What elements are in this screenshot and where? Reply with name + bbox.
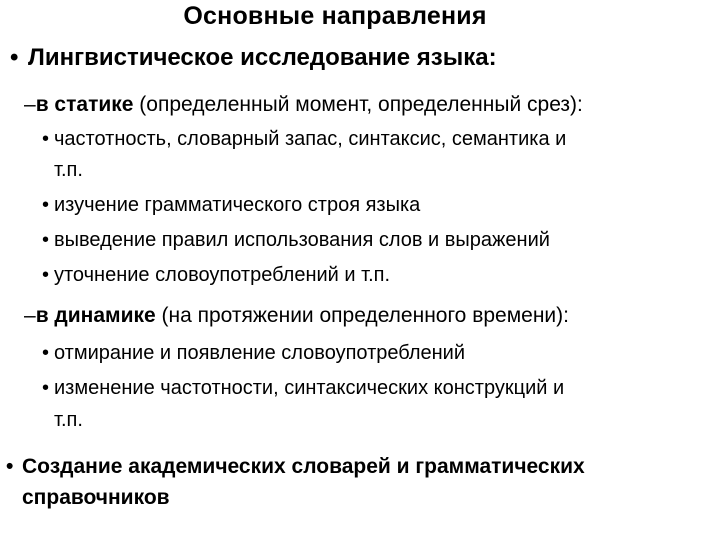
bullet-icon: • [42, 264, 50, 286]
bullet-icon: • [6, 455, 14, 478]
list-item-text: частотность, словарный запас, синтаксис, семантика и [54, 128, 567, 150]
subsection-note: (определенный момент, определенный срез): [133, 93, 583, 116]
section-heading-dictionaries [6, 455, 585, 479]
list-item-text: уточнение словоупотреблений и т.п. [54, 264, 391, 286]
list-item [42, 128, 566, 151]
subsection-lead: в динамике [35, 304, 156, 327]
list-item-text: т.п. [54, 409, 83, 431]
subsection-lead: в статике [35, 93, 134, 116]
section-heading-continuation [22, 486, 170, 510]
subsection-dynamics [24, 304, 569, 328]
bullet-icon: • [10, 44, 19, 71]
list-item-text: изучение грамматического строя языка [54, 194, 421, 216]
subsection-statics [24, 93, 583, 117]
heading-text: справочников [22, 486, 170, 509]
list-item [42, 377, 564, 400]
list-item [42, 342, 465, 365]
list-item-text: т.п. [54, 159, 83, 181]
bullet-icon: • [42, 377, 50, 399]
bullet-icon: • [42, 229, 50, 251]
list-item-continuation [54, 159, 83, 182]
slide-title: Основные направления [183, 2, 487, 30]
list-item-continuation [54, 409, 83, 432]
list-item-text: отмирание и появление словоупотреблений [54, 342, 466, 364]
bullet-icon: • [42, 128, 50, 150]
list-item-text: выведение правил использования слов и выражений [54, 229, 550, 251]
list-item [42, 264, 390, 287]
heading-text: Лингвистическое исследование языка: [28, 44, 497, 71]
bullet-icon: • [42, 342, 50, 364]
bullet-icon: • [42, 194, 50, 216]
section-heading-linguistic [10, 44, 497, 72]
list-item-text: изменение частотности, синтаксических конструкций и [54, 377, 565, 399]
heading-text: Создание академических словарей и грамматических [22, 455, 585, 478]
list-item [42, 229, 550, 252]
subsection-note: (на протяжении определенного времени): [155, 304, 569, 327]
dash-icon: – [24, 304, 36, 327]
dash-icon: – [24, 93, 36, 116]
list-item [42, 194, 420, 217]
